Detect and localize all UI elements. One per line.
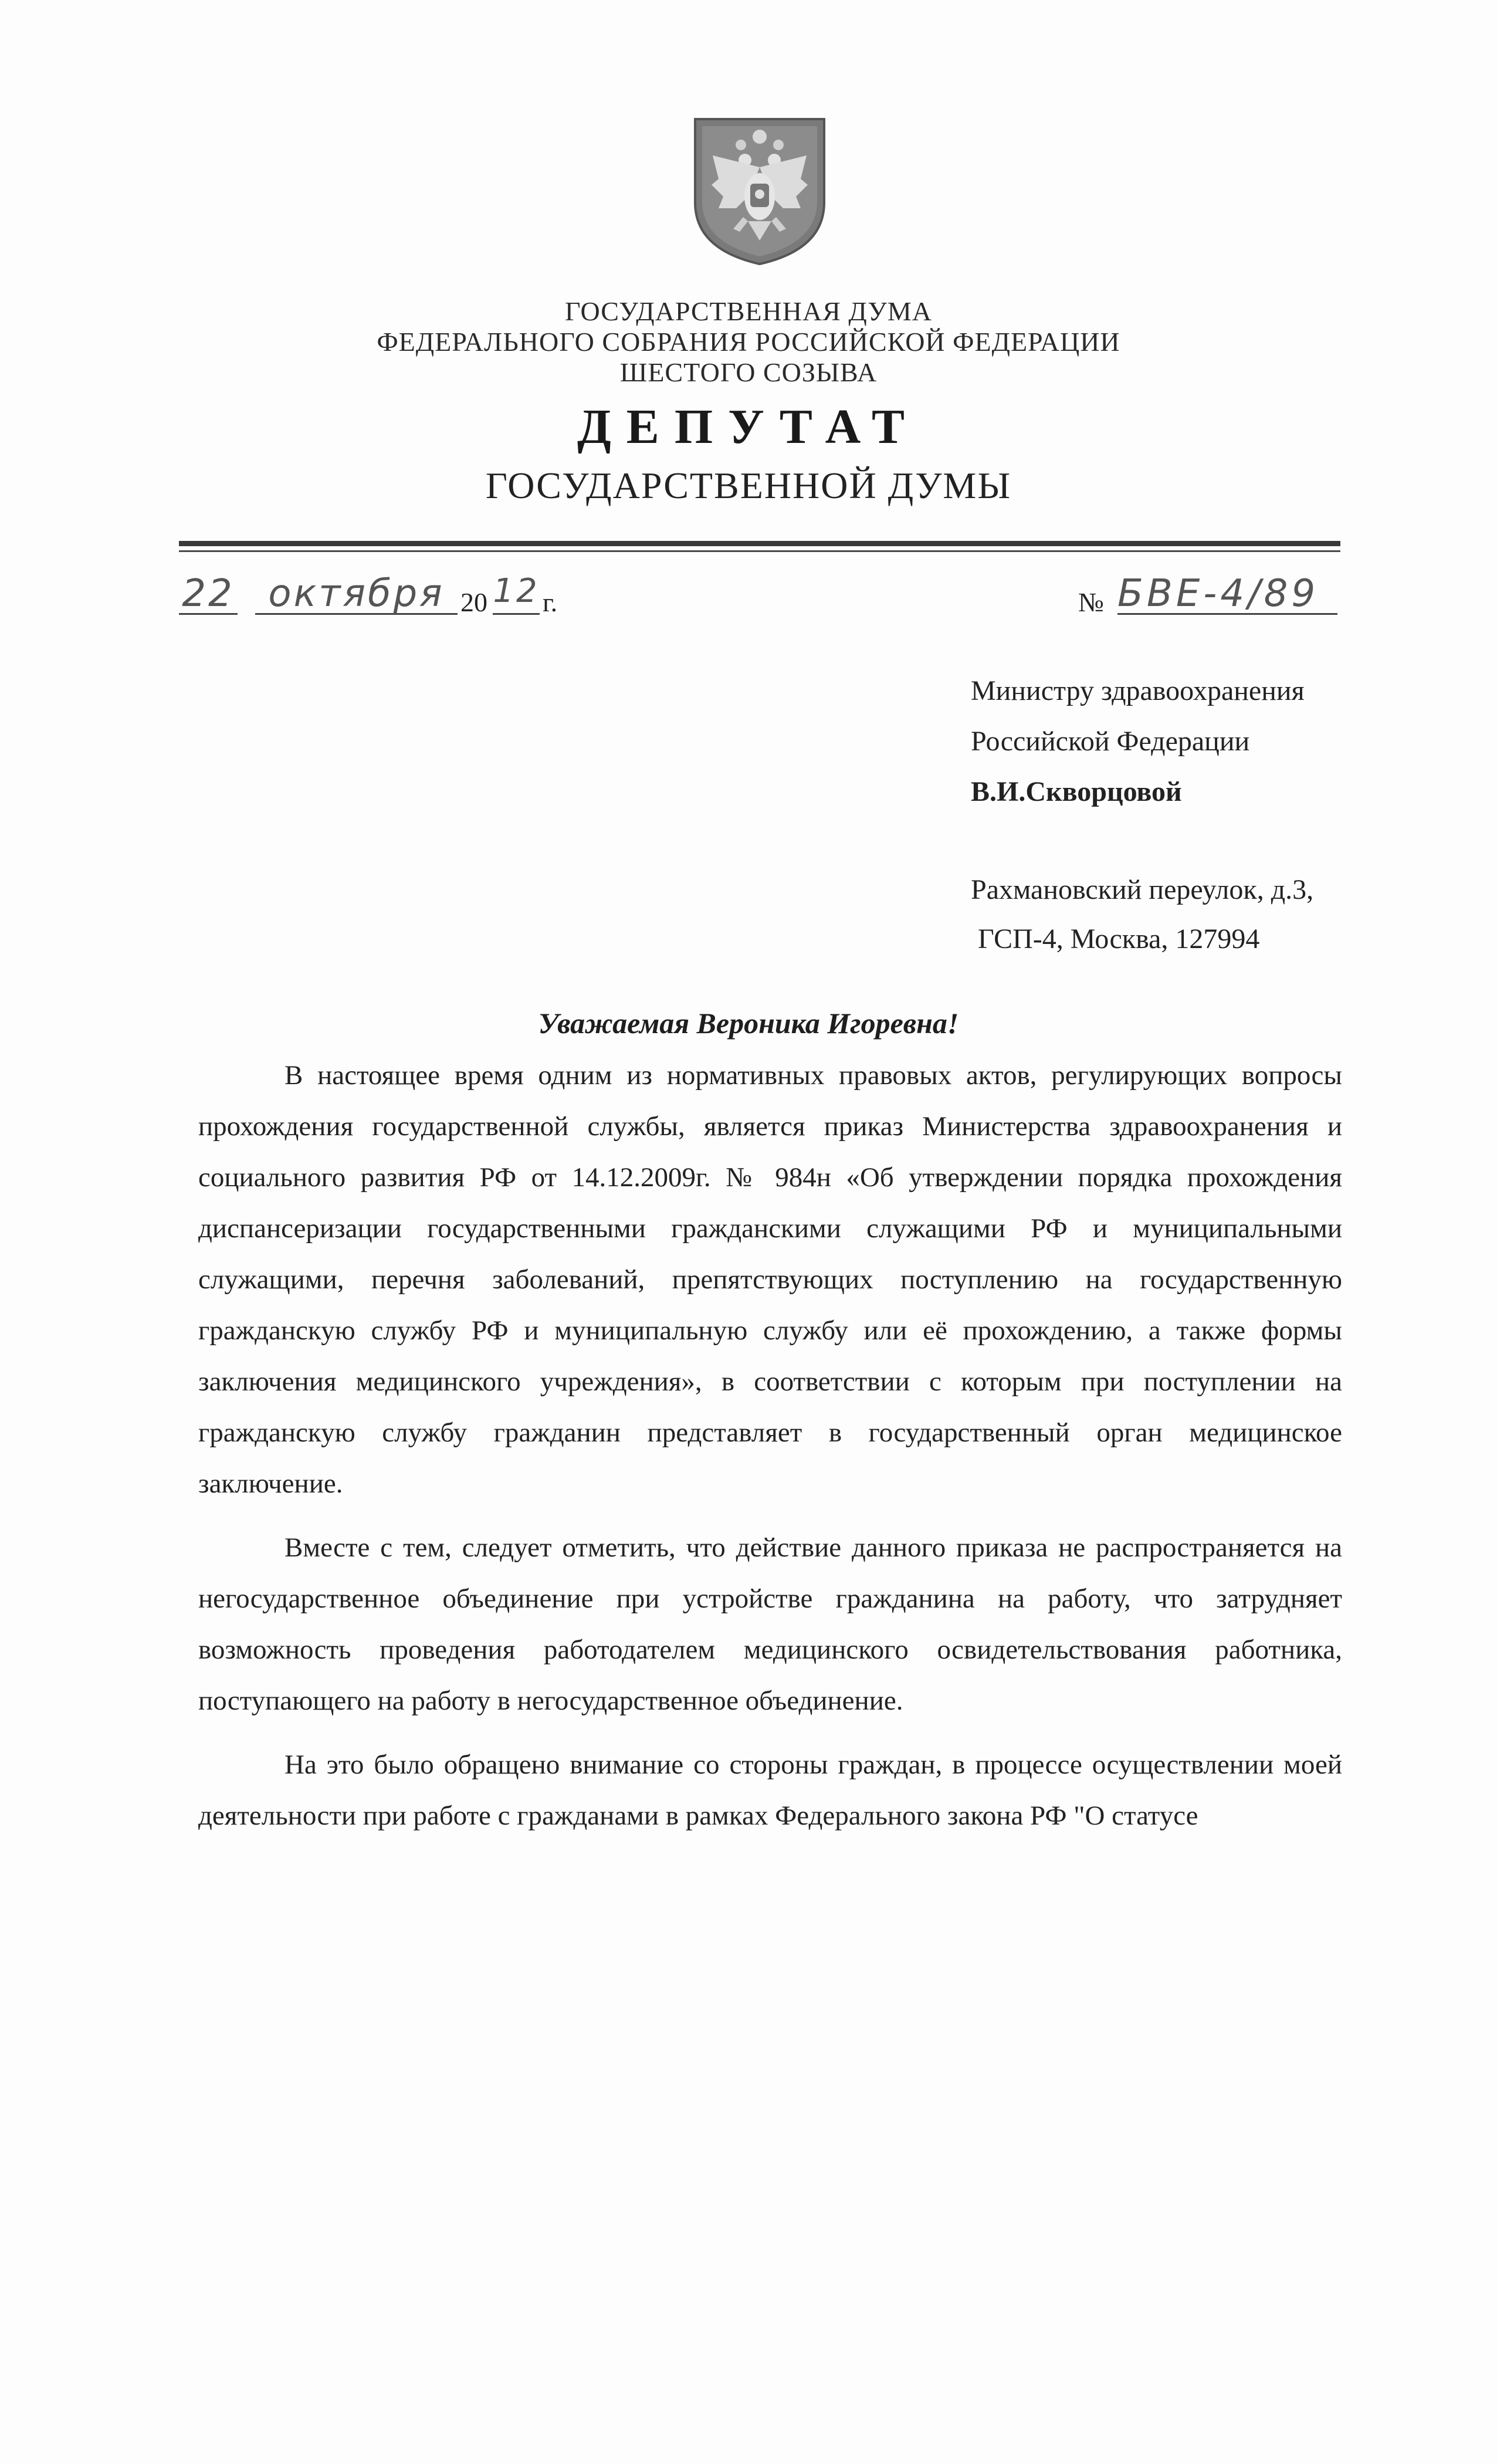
address-line-1: Рахмановский переулок, д.3, (971, 874, 1314, 905)
body-paragraph-1: В настоящее время одним из нормативных правовых актов, регулирующих вопросы прохождения государственной службы, является приказ Министерства здравоохранения и социального развития РФ от 14.12.2009г. № 984н «Об утверждении порядка прохождения диспансеризации государственными гражданскими служащими РФ и муниципальными служащими, перечня заболеваний, препятствующих поступлению на государственную гражданскую службу РФ и муниципальную службу или её прохождению, а также формы заключения медицинского учреждения», в соответствии с которым при поступлении на гражданскую службу гражданин представляет в государственный орган медицинское заключение. (198, 1060, 1342, 1499)
letter-body (198, 1050, 1342, 1854)
number-blank (1117, 572, 1337, 615)
header-block (0, 296, 1497, 388)
number-value: БВЕ-4/89 (1117, 572, 1319, 615)
year-prefix: 20 (460, 587, 487, 617)
header-line-1: ГОСУДАРСТВЕННАЯ ДУМА (565, 296, 932, 326)
date-year-blank (493, 572, 540, 615)
date-year: 12 (493, 572, 540, 610)
date-month-blank (255, 572, 458, 615)
date-day-blank (179, 572, 238, 615)
address-line-2: ГСП-4, Москва, 127994 (978, 923, 1260, 955)
body-paragraph-2: Вместе с тем, следует отметить, что действие данного приказа не распространяется на негосударственное объединение при устройстве гражданина на работу, что затрудняет возможность проведения работодателем медицинского освидетельствования работника, поступающего на работу в негосударственное объединение. (198, 1532, 1342, 1716)
header-rule-thick (179, 541, 1340, 546)
date-month: октября (268, 572, 445, 615)
number-label: № (1078, 587, 1104, 617)
header-line-2: ФЕДЕРАЛЬНОГО СОБРАНИЯ РОССИЙСКОЙ ФЕДЕРАЦИИ (377, 327, 1120, 357)
addressee-line-2: Российской Федерации (971, 726, 1250, 757)
addressee-line-1: Министру здравоохранения (971, 675, 1305, 706)
salutation: Уважаемая Вероника Игоревна! (538, 1007, 959, 1040)
letterhead-title: ДЕПУТАТ (577, 400, 920, 454)
body-paragraph-3: На это было обращено внимание со стороны граждан, в процессе осуществлении моей деятельности при работе с гражданами в рамках Федерального закона РФ "О статусе (198, 1749, 1342, 1831)
letterhead-subtitle: ГОСУДАРСТВЕННОЙ ДУМЫ (485, 465, 1012, 506)
header-rule-thin (179, 550, 1340, 552)
address-block (971, 865, 1313, 964)
addressee-name: В.И.Скворцовой (971, 776, 1182, 807)
date-day: 22 (182, 572, 235, 615)
coat-of-arms-icon (689, 114, 830, 267)
addressee-block (971, 666, 1305, 817)
header-line-3: ШЕСТОГО СОЗЫВА (619, 357, 878, 387)
year-abbrev: г. (543, 587, 558, 617)
